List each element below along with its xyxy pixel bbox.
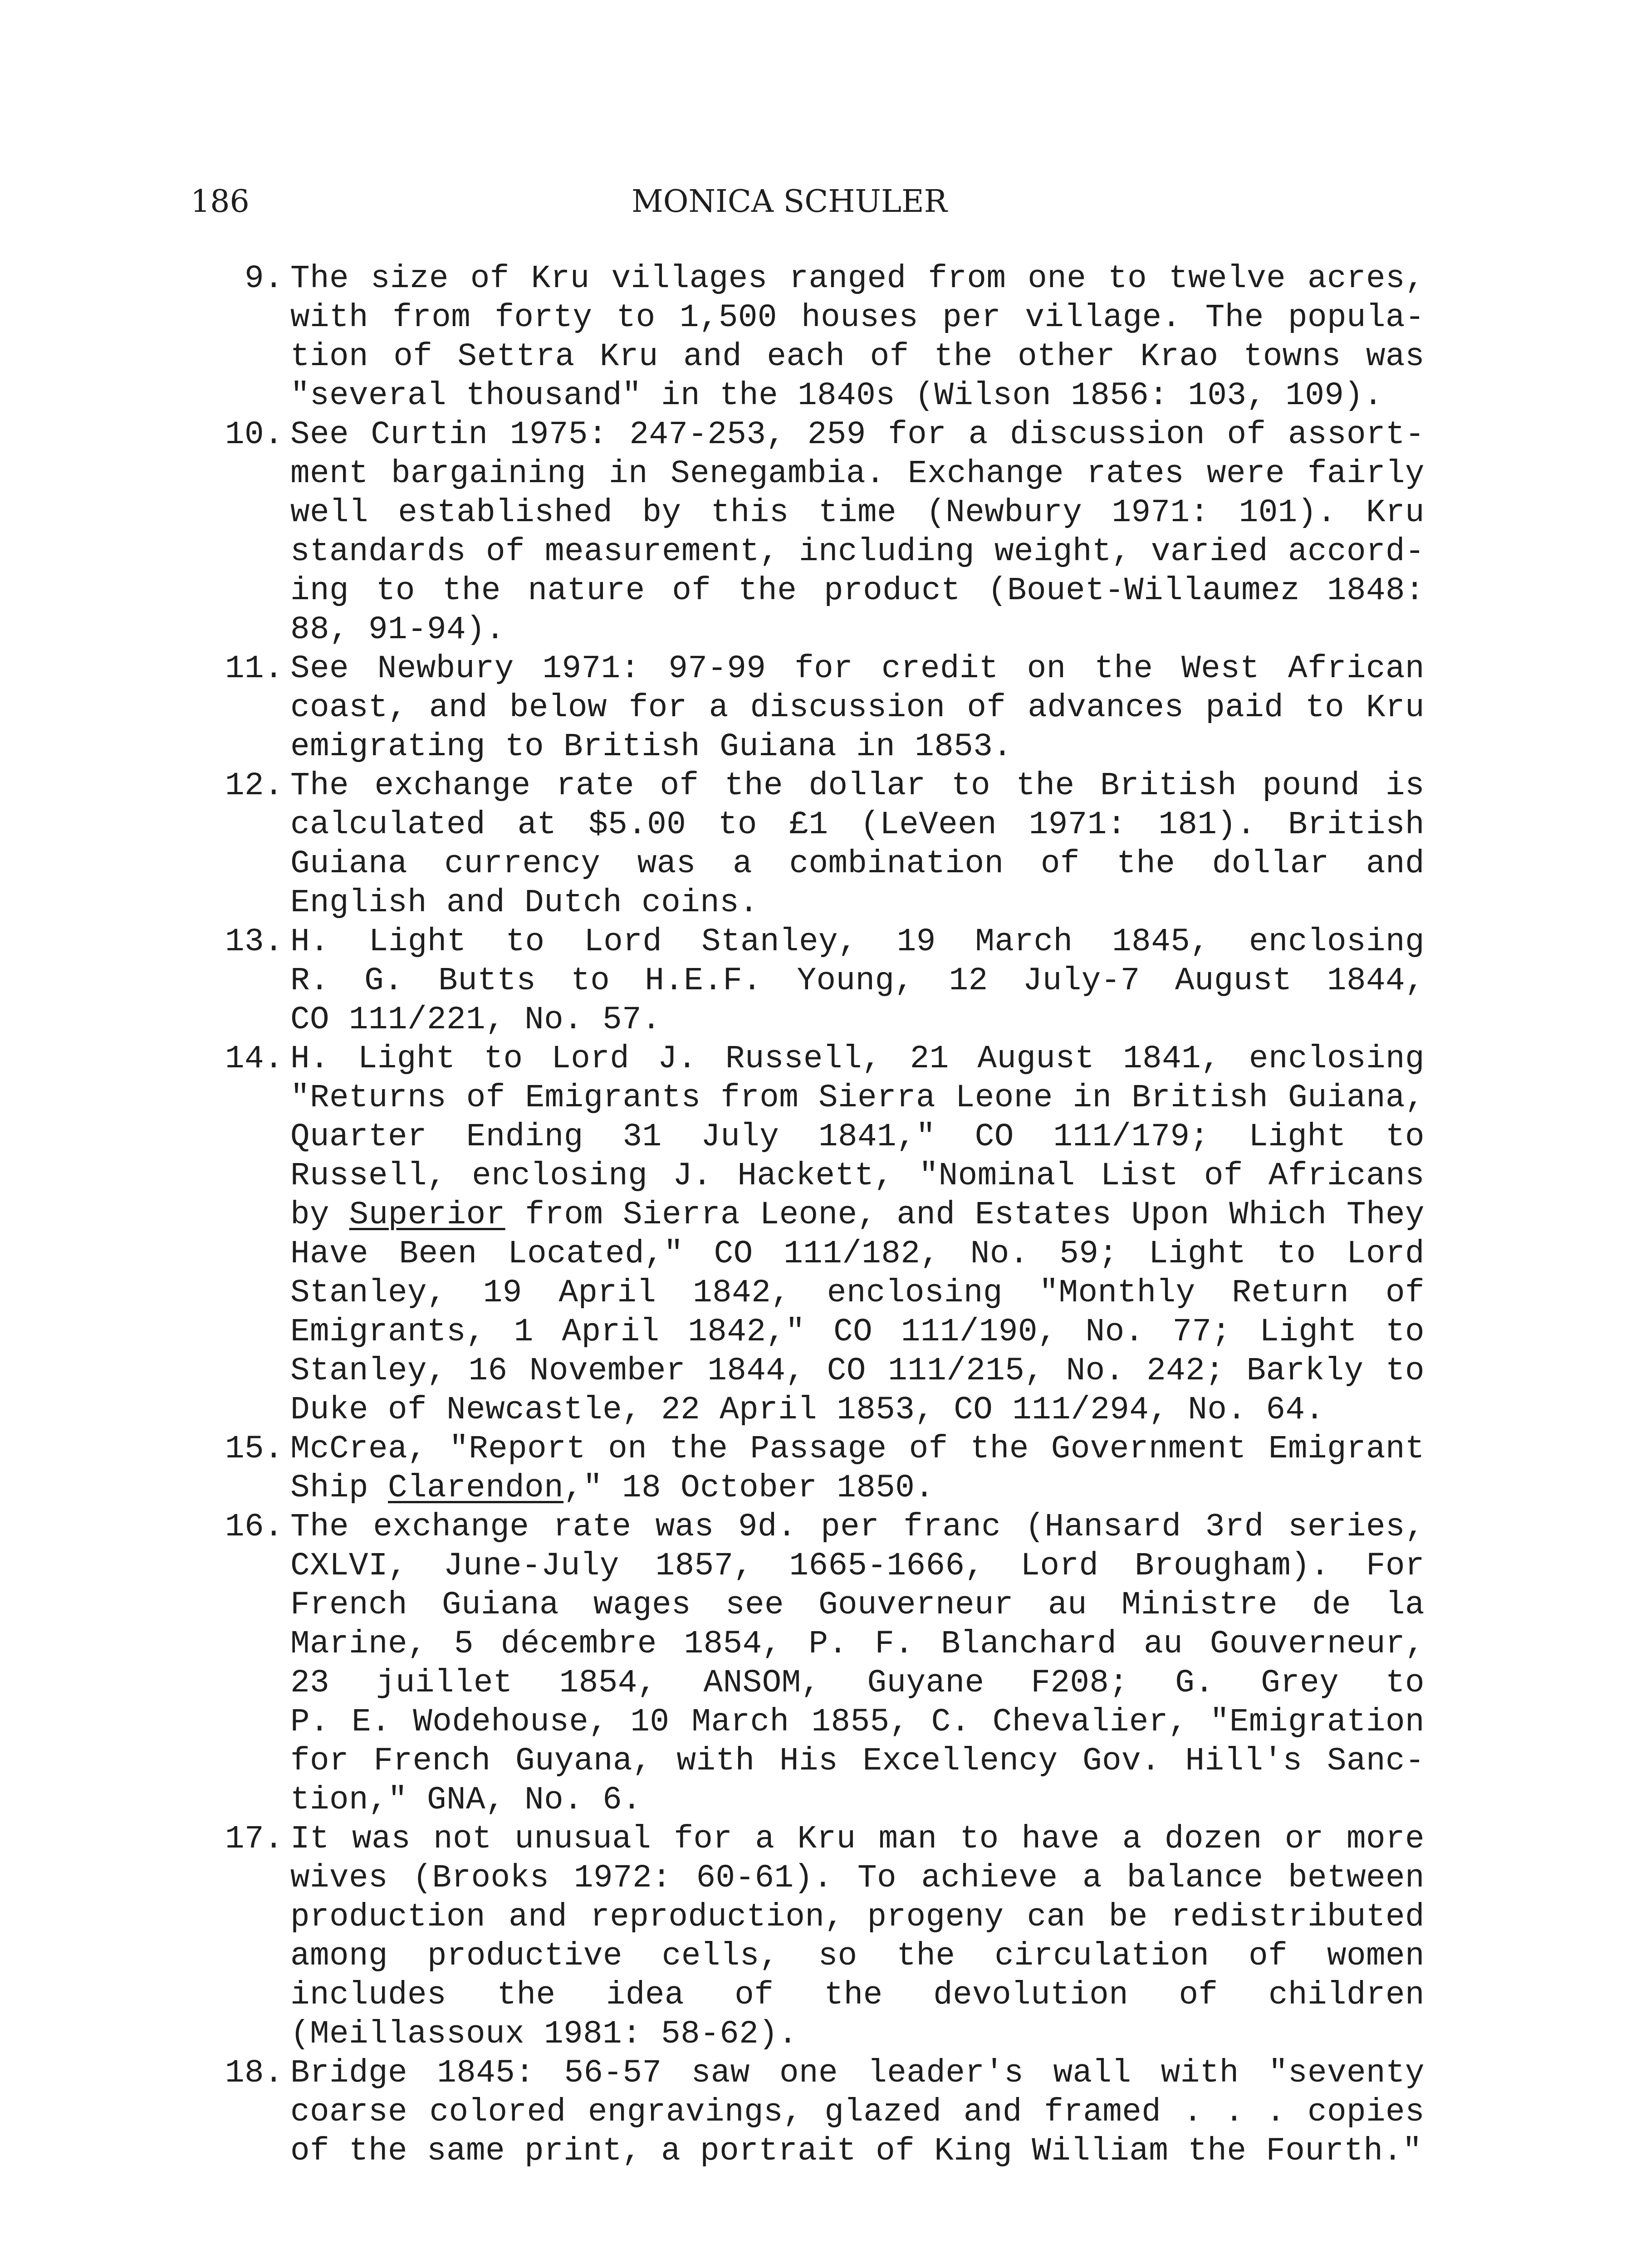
note-line: R. G. Butts to H.E.F. Young, 12 July-7 August 1844, — [290, 963, 1425, 999]
note-16 — [191, 1508, 1425, 1820]
endnotes-list — [191, 259, 1425, 2171]
note-14 — [191, 1040, 1425, 1430]
note-line: well established by this time (Newbury 1971: 101). Kru — [290, 495, 1425, 531]
note-line: of the same print, a portrait of King William the Fourth." — [290, 2133, 1422, 2170]
note-number: 9. — [244, 261, 284, 297]
note-number: 14. — [225, 1041, 284, 1077]
note-line: (Meillassoux 1981: 58-62). — [290, 2016, 798, 2053]
note-line: Quarter Ending 31 July 1841," CO 111/179; Light to — [290, 1119, 1425, 1155]
note-line: "Returns of Emigrants from Sierra Leone in British Guiana, — [290, 1080, 1425, 1116]
note-line: It was not unusual for a Kru man to have a dozen or more — [290, 1821, 1425, 1857]
note-line: tion," GNA, No. 6. — [290, 1782, 642, 1818]
note-line: "several thousand" in the 1840s (Wilson 1856: 103, 109). — [290, 378, 1383, 414]
note-17 — [191, 1820, 1425, 2054]
note-line: tion of Settra Kru and each of the other Krao towns was — [290, 339, 1425, 375]
note-10 — [191, 415, 1425, 650]
note-line: French Guiana wages see Gouverneur au Ministre de la — [290, 1587, 1425, 1623]
note-line: Bridge 1845: 56-57 saw one leader's wall with "seventy — [290, 2055, 1425, 2092]
note-line: CXLVI, June-July 1857, 1665-1666, Lord Brougham). For — [290, 1548, 1425, 1584]
note-line: Emigrants, 1 April 1842," CO 111/190, No. 77; Light to — [290, 1314, 1425, 1350]
note-line: with from forty to 1,500 houses per village. The popula- — [290, 300, 1425, 336]
note-number: 15. — [225, 1431, 284, 1467]
note-line: ment bargaining in Senegambia. Exchange rates were fairly — [290, 456, 1425, 492]
note-line: calculated at $5.00 to £1 (LeVeen 1971: 181). British — [290, 807, 1425, 843]
note-line: 23 juillet 1854, ANSOM, Guyane F208; G. Grey to — [290, 1665, 1425, 1701]
note-line: Duke of Newcastle, 22 April 1853, CO 111/294, No. 64. — [290, 1392, 1325, 1428]
ship-name: Clarendon — [388, 1470, 564, 1506]
note-line: H. Light to Lord Stanley, 19 March 1845, enclosing — [290, 924, 1425, 960]
page-number: 186 — [191, 184, 250, 220]
note-line: emigrating to British Guiana in 1853. — [290, 729, 1013, 765]
note-number: 12. — [225, 768, 284, 804]
note-line: H. Light to Lord J. Russell, 21 August 1841, enclosing — [290, 1041, 1425, 1077]
note-number: 18. — [225, 2055, 284, 2092]
note-line: See Curtin 1975: 247-253, 259 for a discussion of assort- — [290, 417, 1425, 453]
note-line: McCrea, "Report on the Passage of the Government Emigrant — [290, 1431, 1425, 1467]
note-line: Stanley, 19 April 1842, enclosing "Monthly Return of — [290, 1275, 1425, 1311]
note-line: P. E. Wodehouse, 10 March 1855, C. Chevalier, "Emigration — [290, 1704, 1425, 1740]
note-number: 11. — [225, 651, 284, 687]
author-header: MONICA SCHULER — [632, 184, 947, 220]
note-line: Stanley, 16 November 1844, CO 111/215, No. 242; Barkly to — [290, 1353, 1425, 1389]
note-number: 13. — [225, 924, 284, 960]
note-15 — [191, 1430, 1425, 1508]
note-9 — [191, 259, 1425, 415]
note-line: 88, 91-94). — [290, 612, 505, 648]
note-line: CO 111/221, No. 57. — [290, 1002, 661, 1038]
note-line: Guiana currency was a combination of the dollar and — [290, 846, 1425, 882]
note-line: English and Dutch coins. — [290, 885, 759, 921]
note-line: for French Guyana, with His Excellency Gov. Hill's Sanc- — [290, 1743, 1425, 1779]
note-line: Marine, 5 décembre 1854, P. F. Blanchard au Gouverneur, — [290, 1626, 1425, 1662]
note-line: among productive cells, so the circulation of women — [290, 1938, 1425, 1975]
note-line: Russell, enclosing J. Hackett, "Nominal List of Africans — [290, 1158, 1425, 1194]
note-line: ing to the nature of the product (Bouet-Willaumez 1848: — [290, 573, 1425, 609]
note-line: by Superior from Sierra Leone, and Estates Upon Which They — [290, 1197, 1425, 1233]
note-line: The exchange rate of the dollar to the British pound is — [290, 768, 1425, 804]
note-13 — [191, 923, 1425, 1040]
note-number: 16. — [225, 1509, 284, 1545]
note-line: includes the idea of the devolution of children — [290, 1977, 1425, 2014]
note-line: Ship Clarendon," 18 October 1850. — [290, 1470, 935, 1506]
note-11 — [191, 650, 1425, 767]
note-line: coarse colored engravings, glazed and framed . . . copies — [290, 2094, 1425, 2131]
note-line: production and reproduction, progeny can be redistributed — [290, 1899, 1425, 1936]
note-line: standards of measurement, including weight, varied accord- — [290, 534, 1425, 570]
running-head — [191, 179, 1388, 225]
note-number: 17. — [225, 1821, 284, 1857]
note-line: wives (Brooks 1972: 60-61). To achieve a balance between — [290, 1860, 1425, 1897]
note-line: Have Been Located," CO 111/182, No. 59; Light to Lord — [290, 1236, 1425, 1272]
note-18 — [191, 2054, 1425, 2171]
note-line: The exchange rate was 9d. per franc (Hansard 3rd series, — [290, 1509, 1425, 1545]
note-12 — [191, 767, 1425, 923]
ship-name: Superior — [349, 1197, 505, 1233]
note-number: 10. — [225, 417, 284, 453]
note-line: coast, and below for a discussion of advances paid to Kru — [290, 690, 1425, 726]
note-line: The size of Kru villages ranged from one to twelve acres, — [290, 261, 1425, 297]
note-line: See Newbury 1971: 97-99 for credit on the West African — [290, 651, 1425, 687]
